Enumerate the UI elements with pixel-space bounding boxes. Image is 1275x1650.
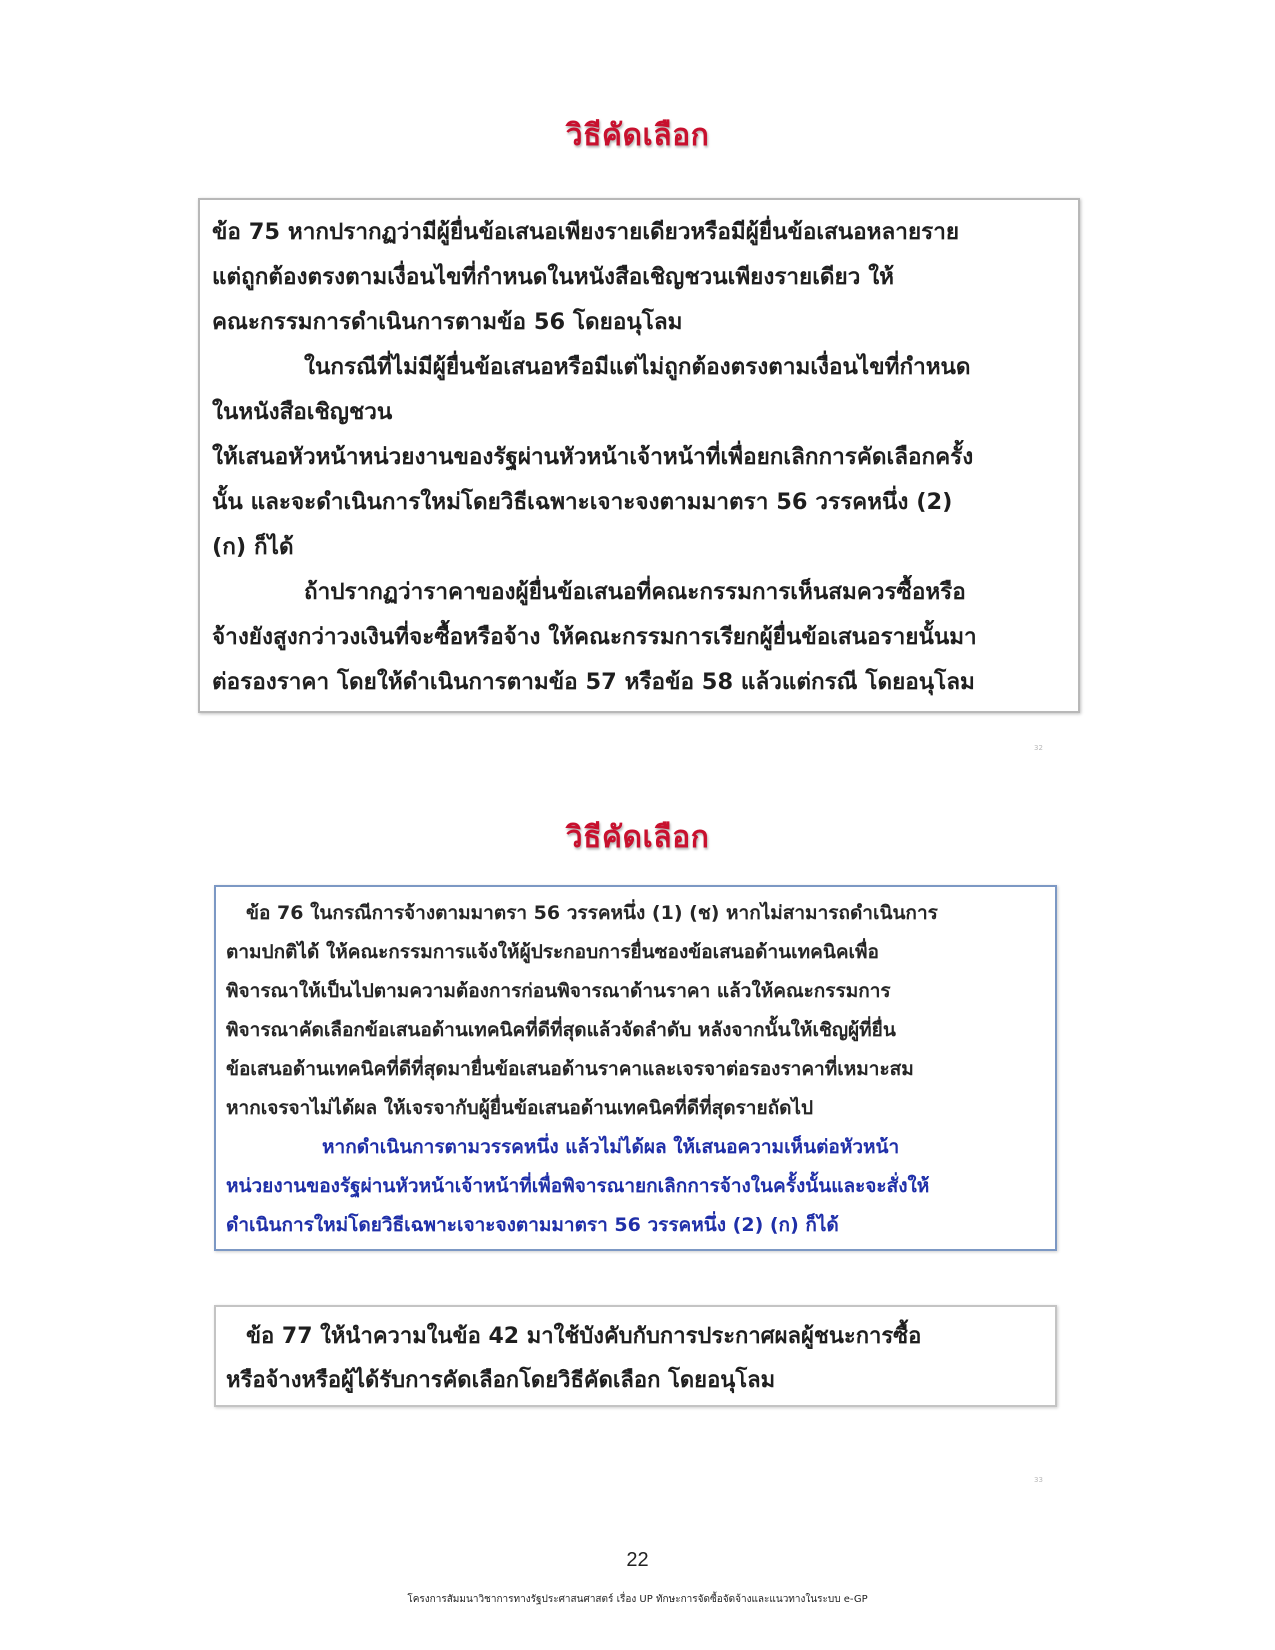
page-footer: โครงการสัมมนาวิชาการทางรัฐประศาสนศาสตร์ เรื่อง UP ทักษะการจัดซื้อจัดจ้างและแนวทางในระบบ e-GP	[407, 1594, 868, 1605]
slide-1-title: วิธีคัดเลือก	[565, 118, 710, 153]
clause-75-line: แต่ถูกต้องตรงตามเงื่อนไขที่กำหนดในหนังสือเชิญชวนเพียงรายเดียว ให้	[212, 264, 895, 290]
slide-1-number: 32	[1034, 744, 1043, 752]
clause-76-line: หากเจรจาไม่ได้ผล ให้เจรจากับผู้ยื่นข้อเสนอด้านเทคนิคที่ดีที่สุดรายถัดไป	[226, 1097, 814, 1119]
clause-75-line: ถ้าปรากฏว่าราคาของผู้ยื่นข้อเสนอที่คณะกรรมการเห็นสมควรซื้อหรือ	[304, 579, 966, 605]
clause-77-line: หรือจ้างหรือผู้ได้รับการคัดเลือกโดยวิธีคัดเลือก โดยอนุโลม	[226, 1368, 776, 1393]
page-number: 22	[626, 1549, 649, 1571]
clause-76-line: พิจารณาให้เป็นไปตามความต้องการก่อนพิจารณาด้านราคา แล้วให้คณะกรรมการ	[226, 980, 891, 1002]
clause-76-blue-line: ดำเนินการใหม่โดยวิธีเฉพาะเจาะจงตามมาตรา 56 วรรคหนึ่ง (2) (ก) ก็ได้	[226, 1214, 839, 1236]
clause-76-line: ข้อเสนอด้านเทคนิคที่ดีที่สุดมายื่นข้อเสนอด้านราคาและเจรจาต่อรองราคาที่เหมาะสม	[226, 1058, 914, 1080]
slide-2-number: 33	[1034, 1476, 1043, 1484]
clause-75-line: ให้เสนอหัวหน้าหน่วยงานของรัฐผ่านหัวหน้าเจ้าหน้าที่เพื่อยกเลิกการคัดเลือกครั้ง	[212, 444, 974, 470]
clause-75-line: จ้างยังสูงกว่าวงเงินที่จะซื้อหรือจ้าง ให้คณะกรรมการเรียกผู้ยื่นข้อเสนอรายนั้นมา	[212, 624, 977, 650]
slide-2-title: วิธีคัดเลือก	[565, 820, 710, 855]
clause-75-line: ข้อ 75 หากปรากฏว่ามีผู้ยื่นข้อเสนอเพียงรายเดียวหรือมีผู้ยื่นข้อเสนอหลายราย	[212, 219, 960, 245]
clause-77-box	[214, 1305, 1057, 1407]
clause-76-box	[214, 885, 1057, 1251]
clause-76-line: พิจารณาคัดเลือกข้อเสนอด้านเทคนิคที่ดีที่สุดแล้วจัดลำดับ หลังจากนั้นให้เชิญผู้ที่ยื่น	[226, 1019, 896, 1041]
clause-76-blue-line: หน่วยงานของรัฐผ่านหัวหน้าเจ้าหน้าที่เพื่อพิจารณายกเลิกการจ้างในครั้งนั้นและจะสั่งให้	[226, 1175, 930, 1197]
clause-75-line: คณะกรรมการดำเนินการตามข้อ 56 โดยอนุโลม	[212, 309, 683, 335]
clause-75-box	[198, 198, 1080, 713]
clause-75-line: ในหนังสือเชิญชวน	[212, 399, 393, 425]
clause-77-line: ข้อ 77 ให้นำความในข้อ 42 มาใช้บังคับกับการประกาศผลผู้ชนะการซื้อ	[246, 1324, 922, 1349]
clause-75-line: นั้น และจะดำเนินการใหม่โดยวิธีเฉพาะเจาะจงตามมาตรา 56 วรรคหนึ่ง (2)	[212, 489, 953, 515]
clause-76-line: ข้อ 76 ในกรณีการจ้างตามมาตรา 56 วรรคหนึ่ง (1) (ช) หากไม่สามารถดำเนินการ	[246, 902, 938, 924]
clause-75-line: ต่อรองราคา โดยให้ดำเนินการตามข้อ 57 หรือข้อ 58 แล้วแต่กรณี โดยอนุโลม	[212, 669, 975, 695]
clause-75-line: (ก) ก็ได้	[212, 534, 294, 560]
clause-76-blue-line: หากดำเนินการตามวรรคหนึ่ง แล้วไม่ได้ผล ให้เสนอความเห็นต่อหัวหน้า	[322, 1136, 900, 1158]
clause-76-line: ตามปกติได้ ให้คณะกรรมการแจ้งให้ผู้ประกอบการยื่นซองข้อเสนอด้านเทคนิคเพื่อ	[226, 941, 879, 963]
clause-75-line: ในกรณีที่ไม่มีผู้ยื่นข้อเสนอหรือมีแต่ไม่ถูกต้องตรงตามเงื่อนไขที่กำหนด	[304, 354, 971, 380]
